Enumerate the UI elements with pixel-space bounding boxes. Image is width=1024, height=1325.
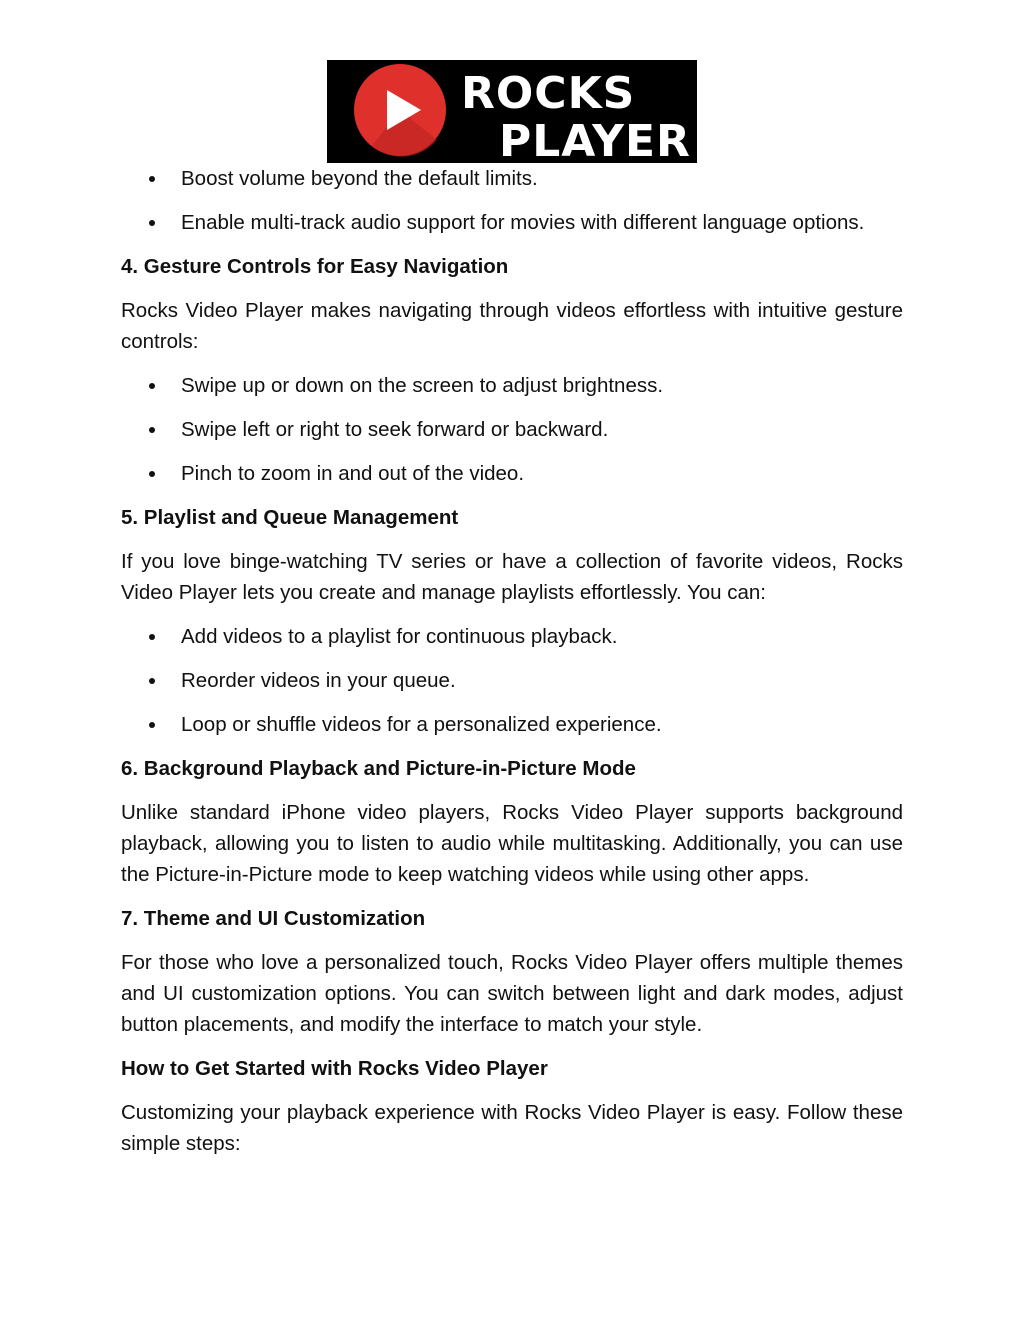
top-bullet-list	[121, 163, 903, 238]
logo-graphic	[327, 60, 697, 163]
section-heading: How to Get Started with Rocks Video Player	[121, 1057, 548, 1080]
list-item-text: Pinch to zoom in and out of the video.	[181, 462, 525, 485]
list-item	[121, 414, 903, 445]
document-body	[121, 163, 903, 1172]
logo-text-line1: ROCKS	[461, 68, 636, 119]
list-item	[121, 458, 903, 489]
section-heading: 5. Playlist and Queue Management	[121, 506, 459, 529]
rocks-player-logo	[327, 60, 697, 163]
list-item-text: Enable multi-track audio support for movies with different language options.	[181, 211, 865, 234]
section-paragraph: Rocks Video Player makes navigating through videos effortless with intuitive gesture controls:	[121, 299, 903, 353]
section-paragraph: If you love binge-watching TV series or have a collection of favorite videos, Rocks Video Player lets you create and manage playlists effortlessly. You can:	[121, 550, 903, 604]
bullet-icon	[149, 383, 155, 389]
bullet-icon	[149, 678, 155, 684]
section-paragraph: For those who love a personalized touch, Rocks Video Player offers multiple themes and UI customization options. You can switch between light and dark modes, adjust button placements, and modify the interface to match your style.	[121, 951, 903, 1036]
section-heading: 7. Theme and UI Customization	[121, 907, 426, 930]
list-item-text: Add videos to a playlist for continuous playback.	[181, 625, 618, 648]
list-item	[121, 665, 903, 696]
list-item-text: Swipe up or down on the screen to adjust brightness.	[181, 374, 664, 397]
bullet-icon	[149, 634, 155, 640]
list-item	[121, 207, 903, 238]
list-item	[121, 621, 903, 652]
list-item	[121, 370, 903, 401]
list-item-text: Swipe left or right to seek forward or backward.	[181, 418, 609, 441]
bullet-icon	[149, 176, 155, 182]
list-item-text: Reorder videos in your queue.	[181, 669, 456, 692]
bullet-icon	[149, 471, 155, 477]
list-item	[121, 709, 903, 740]
list-item-text: Boost volume beyond the default limits.	[181, 167, 538, 190]
section-heading: 6. Background Playback and Picture-in-Picture Mode	[121, 757, 636, 780]
bullet-icon	[149, 220, 155, 226]
bullet-icon	[149, 722, 155, 728]
section-heading: 4. Gesture Controls for Easy Navigation	[121, 255, 509, 278]
list-item-text: Loop or shuffle videos for a personalized experience.	[181, 713, 662, 736]
bullet-icon	[149, 427, 155, 433]
section-bullet-list	[121, 621, 903, 740]
logo-text-line2: PLAYER	[499, 116, 691, 163]
section-bullet-list	[121, 370, 903, 489]
list-item	[121, 163, 903, 194]
section-paragraph: Customizing your playback experience with Rocks Video Player is easy. Follow these simple steps:	[121, 1101, 903, 1155]
section-paragraph: Unlike standard iPhone video players, Rocks Video Player supports background playback, allowing you to listen to audio while multitasking. Additionally, you can use the Picture-in-Picture mode to keep watching videos while using other apps.	[121, 801, 903, 886]
